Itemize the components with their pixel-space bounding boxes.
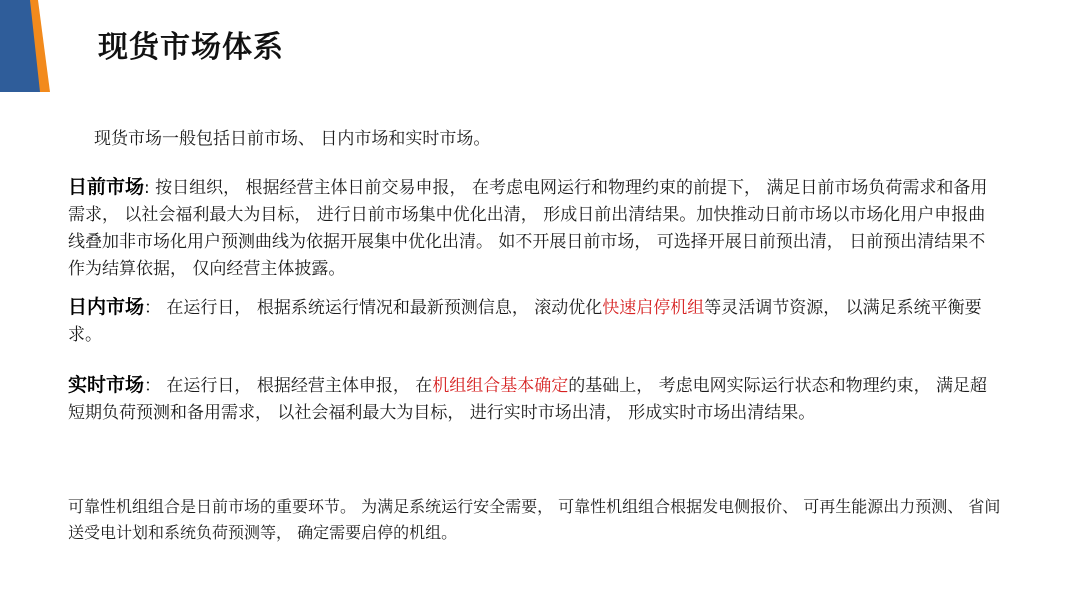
section-term: 日内市场 — [68, 296, 145, 318]
section-intraday — [68, 294, 988, 349]
section-text: 在运行日， 根据系统运行情况和最新预测信息， 滚动优化 — [166, 298, 603, 318]
intro-text: 现货市场一般包括日前市场、 日内市场和实时市场。 — [94, 129, 491, 149]
section-separator: : — [144, 178, 156, 198]
section-day-ahead — [68, 174, 988, 283]
section-text-after: 的基础上， 考虑电网实际运行状态和物理约束， 满足超短期负荷预测和备用需求， 以社会福利最大为目标， 进行实时市场出清， 形成实时市场出清结果。 — [68, 376, 988, 423]
section-term: 日前市场 — [68, 176, 145, 198]
section-separator: ： — [144, 376, 167, 396]
section-text-after: 等灵活调节资源， 以满足系统平衡要求。 — [68, 298, 982, 345]
section-text: 按日组织， 根据经营主体日前交易申报， 在考虑电网运行和物理约束的前提下， 满足日前市场负荷需求和备用需求， 以社会福利最大为目标， 进行日前市场集中优化出清， 形成日前出清结果。加快推动日前市场以市场化用户申报曲线叠加非市场化用户预测曲线为依据开展集中优化出清。 如不开展日前市场， 可选择开展日前预出清， 日前预出清结果不作为结算依据， 仅向经营主体披露。 — [68, 178, 988, 279]
section-highlight: 机组组合基本确定 — [432, 376, 569, 396]
section-text: 在运行日， 根据经营主体申报， 在 — [166, 376, 433, 396]
section-separator: ： — [144, 298, 167, 318]
section-real-time — [68, 372, 988, 427]
section-highlight: 快速启停机组 — [602, 298, 705, 318]
section-term: 实时市场 — [68, 374, 145, 396]
slide-title: 现货市场体系 — [98, 30, 284, 65]
reliability-note: 可靠性机组组合是日前市场的重要环节。 为满足系统运行安全需要， 可靠性机组组合根据发电侧报价、 可再生能源出力预测、 省间送受电计划和系统负荷预测等， 确定需要启停的机组。 — [68, 497, 1001, 542]
